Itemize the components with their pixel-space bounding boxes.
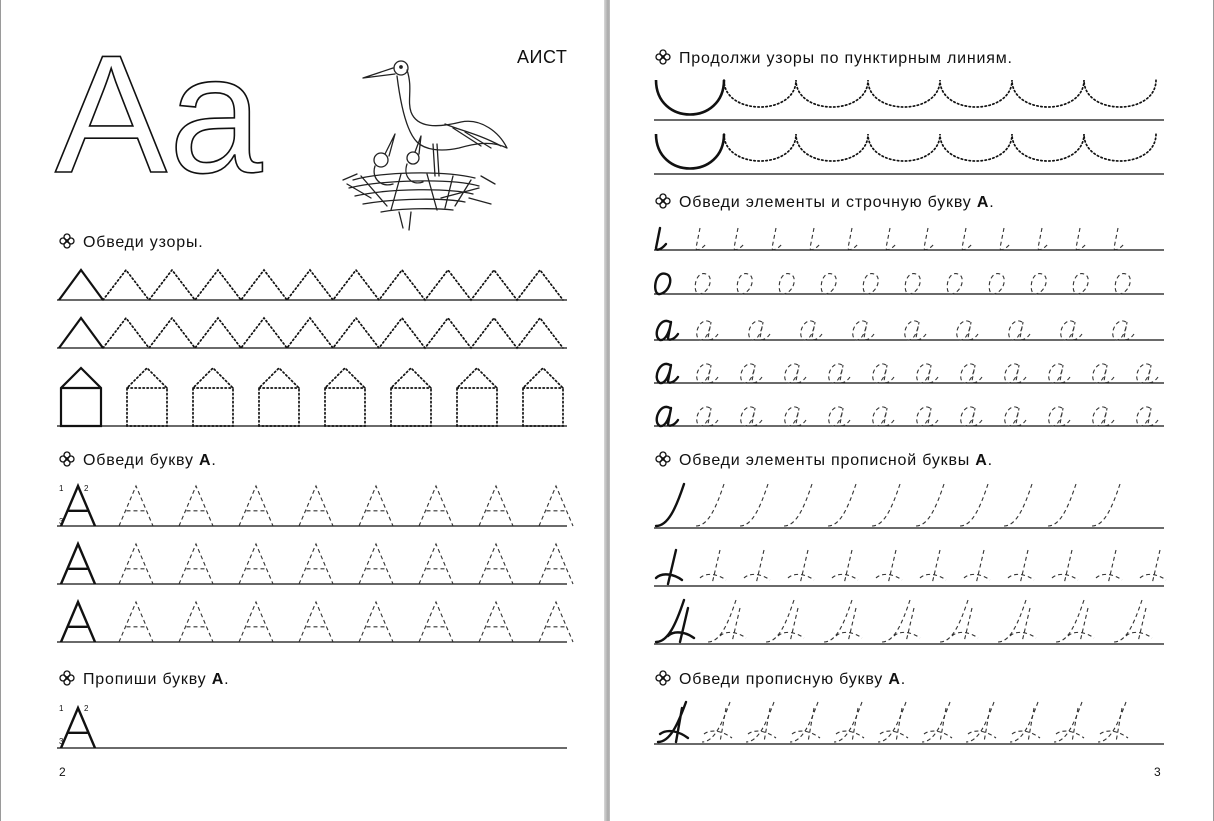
stork-illustration	[341, 48, 516, 238]
cursive-dashed	[876, 550, 902, 584]
cursive-dashed	[886, 228, 896, 250]
cursive-dashed	[1052, 550, 1078, 584]
cursive-dashed	[829, 407, 850, 426]
cursive-dashed	[1005, 407, 1026, 426]
cursive-capital-dashed	[746, 702, 776, 742]
stroke-number-1: 1	[59, 704, 64, 713]
cursive-dashed	[741, 364, 762, 383]
cursive-dashed	[1113, 321, 1134, 340]
cursive-capital-row	[654, 698, 1166, 752]
cursive-dashed	[924, 228, 934, 250]
flower-icon	[59, 451, 75, 467]
cursive-dashed	[848, 228, 858, 250]
right-page	[610, 0, 1214, 821]
letter-a-dashed	[479, 544, 513, 584]
cursive-dashed	[697, 321, 718, 340]
cursive-dashed	[749, 321, 770, 340]
task-trace-uppercase-elements: Обведи элементы прописной буквы А.	[655, 451, 993, 470]
letter-a-dashed	[299, 486, 333, 526]
cursive-dashed	[829, 364, 850, 383]
house-dotted	[259, 368, 299, 426]
cursive-dashed	[947, 274, 962, 295]
stroke-number-3: 3	[59, 517, 64, 526]
cursive-dashed	[1073, 274, 1088, 295]
flower-icon	[655, 670, 671, 686]
letter-a-dashed	[359, 486, 393, 526]
task-text: Пропиши букву	[83, 671, 212, 688]
cursive-dashed	[940, 600, 978, 642]
cursive-dashed	[962, 228, 972, 250]
cursive-dashed	[785, 407, 806, 426]
task-letter: А	[975, 452, 988, 469]
cursive-dashed	[961, 364, 982, 383]
cursive-dashed	[708, 600, 746, 642]
task-letter: А	[211, 671, 225, 688]
cursive-dashed	[964, 550, 990, 584]
task-letter: А	[199, 452, 212, 469]
wave-sample	[656, 134, 724, 169]
zigzag-pattern-rows	[57, 262, 569, 432]
letter-a-dashed	[359, 602, 393, 642]
cursive-sample	[657, 364, 678, 383]
cursive-dashed	[740, 484, 768, 526]
letter-a-dashed	[359, 544, 393, 584]
cursive-dashed	[863, 274, 878, 295]
cursive-dashed	[1093, 407, 1114, 426]
cursive-dashed	[788, 550, 814, 584]
cursive-uppercase-rows	[654, 478, 1166, 652]
cursive-dashed	[1114, 600, 1152, 642]
cursive-dashed	[696, 484, 724, 526]
big-letter-upper: A	[55, 20, 168, 208]
cursive-dashed	[779, 274, 794, 295]
house-dotted	[457, 368, 497, 426]
cursive-dashed	[784, 484, 812, 526]
task-trace-letter: Обведи букву А.	[59, 451, 217, 470]
cursive-dashed	[998, 600, 1036, 642]
cursive-dashed	[697, 407, 718, 426]
cursive-dashed	[989, 274, 1004, 295]
stroke-number-1: 1	[59, 484, 64, 493]
zigzag-dotted	[103, 270, 563, 300]
cursive-dashed	[1008, 550, 1034, 584]
cursive-dashed	[920, 550, 946, 584]
cursive-sample	[656, 600, 694, 642]
cursive-dashed	[766, 600, 804, 642]
task-text: Обведи букву	[83, 452, 200, 469]
flower-icon	[655, 451, 671, 467]
flower-icon	[655, 49, 671, 65]
cursive-lowercase-rows	[654, 220, 1166, 432]
cursive-capital-dashed	[922, 702, 952, 742]
cursive-dashed	[960, 484, 988, 526]
big-letters-aa	[51, 20, 291, 208]
letter-a-dashed	[419, 544, 453, 584]
cursive-dashed	[824, 600, 862, 642]
letter-a-sample	[61, 602, 95, 642]
letter-a-dashed	[479, 602, 513, 642]
cursive-dashed	[957, 321, 978, 340]
letter-a-dashed	[539, 544, 573, 584]
page-number-right: 3	[1154, 765, 1161, 779]
letter-a-dashed	[179, 602, 213, 642]
task-text: Обведи прописную букву	[679, 671, 889, 688]
cursive-dashed	[734, 228, 744, 250]
cursive-capital-dashed	[702, 702, 732, 742]
letter-a-dashed	[239, 544, 273, 584]
word-aist: АИСТ	[517, 47, 568, 67]
cursive-capital-dashed	[834, 702, 864, 742]
house-dotted	[391, 368, 431, 426]
cursive-dashed	[1115, 274, 1130, 295]
cursive-dashed	[873, 407, 894, 426]
cursive-dashed	[695, 274, 710, 295]
letter-a-sample	[61, 486, 95, 526]
task-trace-uppercase: Обведи прописную букву А.	[655, 670, 906, 689]
cursive-dashed	[1005, 364, 1026, 383]
cursive-dashed	[772, 228, 782, 250]
cursive-dashed	[1009, 321, 1030, 340]
cursive-dashed	[1004, 484, 1032, 526]
cursive-sample	[655, 274, 670, 295]
cursive-dashed	[741, 407, 762, 426]
task-text: Продолжи узоры по пунктирным линиям.	[679, 50, 1013, 67]
cursive-dashed	[1096, 550, 1122, 584]
stroke-number-2: 2	[84, 484, 89, 493]
stroke-number-3: 3	[59, 737, 64, 746]
house-dotted	[193, 368, 233, 426]
cursive-dashed	[785, 364, 806, 383]
write-letter-a-row	[57, 700, 569, 752]
cursive-dashed	[1092, 484, 1120, 526]
wave-pattern-rows	[654, 74, 1166, 184]
letter-a-dashed	[419, 602, 453, 642]
cursive-dashed	[1000, 228, 1010, 250]
big-letter-lower: a	[169, 20, 263, 208]
letter-a-dashed	[119, 602, 153, 642]
cursive-dashed	[832, 550, 858, 584]
cursive-sample	[657, 407, 678, 426]
cursive-sample	[656, 550, 682, 584]
cursive-dashed	[1137, 364, 1158, 383]
cursive-dashed	[1076, 228, 1086, 250]
cursive-dashed	[1061, 321, 1082, 340]
task-trace-lowercase: Обведи элементы и строчную букву А.	[655, 193, 994, 212]
letter-a-dashed	[239, 486, 273, 526]
cursive-dashed	[801, 321, 822, 340]
house-sample	[61, 368, 101, 426]
cursive-capital-dashed	[790, 702, 820, 742]
cursive-dashed	[696, 228, 706, 250]
cursive-sample	[656, 484, 684, 526]
task-trace-patterns	[59, 233, 204, 252]
cursive-dashed	[905, 321, 926, 340]
left-page	[0, 0, 606, 821]
wave-sample	[656, 80, 724, 115]
task-letter: А	[976, 194, 990, 211]
cursive-dashed	[961, 407, 982, 426]
letter-a-dashed	[479, 486, 513, 526]
task-text: Обведи элементы и строчную букву	[679, 194, 977, 211]
cursive-dashed	[873, 364, 894, 383]
cursive-dashed	[917, 407, 938, 426]
cursive-dashed	[810, 228, 820, 250]
cursive-dashed	[1031, 274, 1046, 295]
cursive-dashed	[1093, 364, 1114, 383]
flower-icon	[59, 670, 75, 686]
cursive-capital-dashed	[966, 702, 996, 742]
stroke-number-2: 2	[84, 704, 89, 713]
house-dotted	[325, 368, 365, 426]
letter-a-dashed	[239, 602, 273, 642]
letter-a-dashed	[299, 602, 333, 642]
cursive-capital-dashed	[1054, 702, 1084, 742]
letter-a-sample	[61, 708, 95, 748]
task-write-letter: Пропиши букву А.	[59, 670, 229, 689]
letter-a-dashed	[119, 486, 153, 526]
cursive-dashed	[1049, 407, 1070, 426]
letter-a-dashed	[539, 486, 573, 526]
wave-dotted	[724, 134, 1156, 161]
cursive-dashed	[1038, 228, 1048, 250]
triangle-sample	[59, 270, 103, 300]
cursive-dashed	[737, 274, 752, 295]
cursive-dashed	[1137, 407, 1158, 426]
letter-a-dashed	[419, 486, 453, 526]
cursive-dashed	[1048, 484, 1076, 526]
flower-icon	[655, 193, 671, 209]
cursive-capital-sample	[658, 702, 688, 742]
cursive-dashed	[882, 600, 920, 642]
cursive-capital-dashed	[1098, 702, 1128, 742]
letter-a-dashed	[299, 544, 333, 584]
cursive-dashed	[821, 274, 836, 295]
cursive-dashed	[1114, 228, 1124, 250]
cursive-dashed	[872, 484, 900, 526]
task-text: Обведи элементы прописной буквы	[679, 452, 976, 469]
task-continue-patterns	[655, 49, 1013, 68]
cursive-dashed	[905, 274, 920, 295]
task-text: Обведи узоры.	[83, 234, 204, 251]
cursive-dashed	[917, 364, 938, 383]
cursive-dashed	[1049, 364, 1070, 383]
triangle-sample	[59, 318, 103, 348]
letter-a-sample	[61, 544, 95, 584]
letter-a-dashed	[119, 544, 153, 584]
cursive-sample	[657, 321, 678, 340]
cursive-sample	[656, 228, 666, 250]
letter-a-dashed	[539, 602, 573, 642]
cursive-capital-dashed	[1010, 702, 1040, 742]
cursive-dashed	[1056, 600, 1094, 642]
page-number-left: 2	[59, 765, 66, 779]
zigzag-dotted	[103, 318, 563, 348]
cursive-dashed	[916, 484, 944, 526]
task-letter: А	[888, 671, 901, 688]
print-letter-a-rows	[57, 480, 569, 650]
flower-icon	[59, 233, 75, 249]
cursive-capital-dashed	[878, 702, 908, 742]
cursive-dashed	[828, 484, 856, 526]
cursive-dashed	[744, 550, 770, 584]
cursive-dashed	[853, 321, 874, 340]
cursive-dashed	[697, 364, 718, 383]
house-dotted	[523, 368, 563, 426]
cursive-dashed	[1140, 550, 1166, 584]
cursive-dashed	[700, 550, 726, 584]
house-dotted	[127, 368, 167, 426]
letter-a-dashed	[179, 544, 213, 584]
letter-a-dashed	[179, 486, 213, 526]
wave-dotted	[724, 80, 1156, 107]
